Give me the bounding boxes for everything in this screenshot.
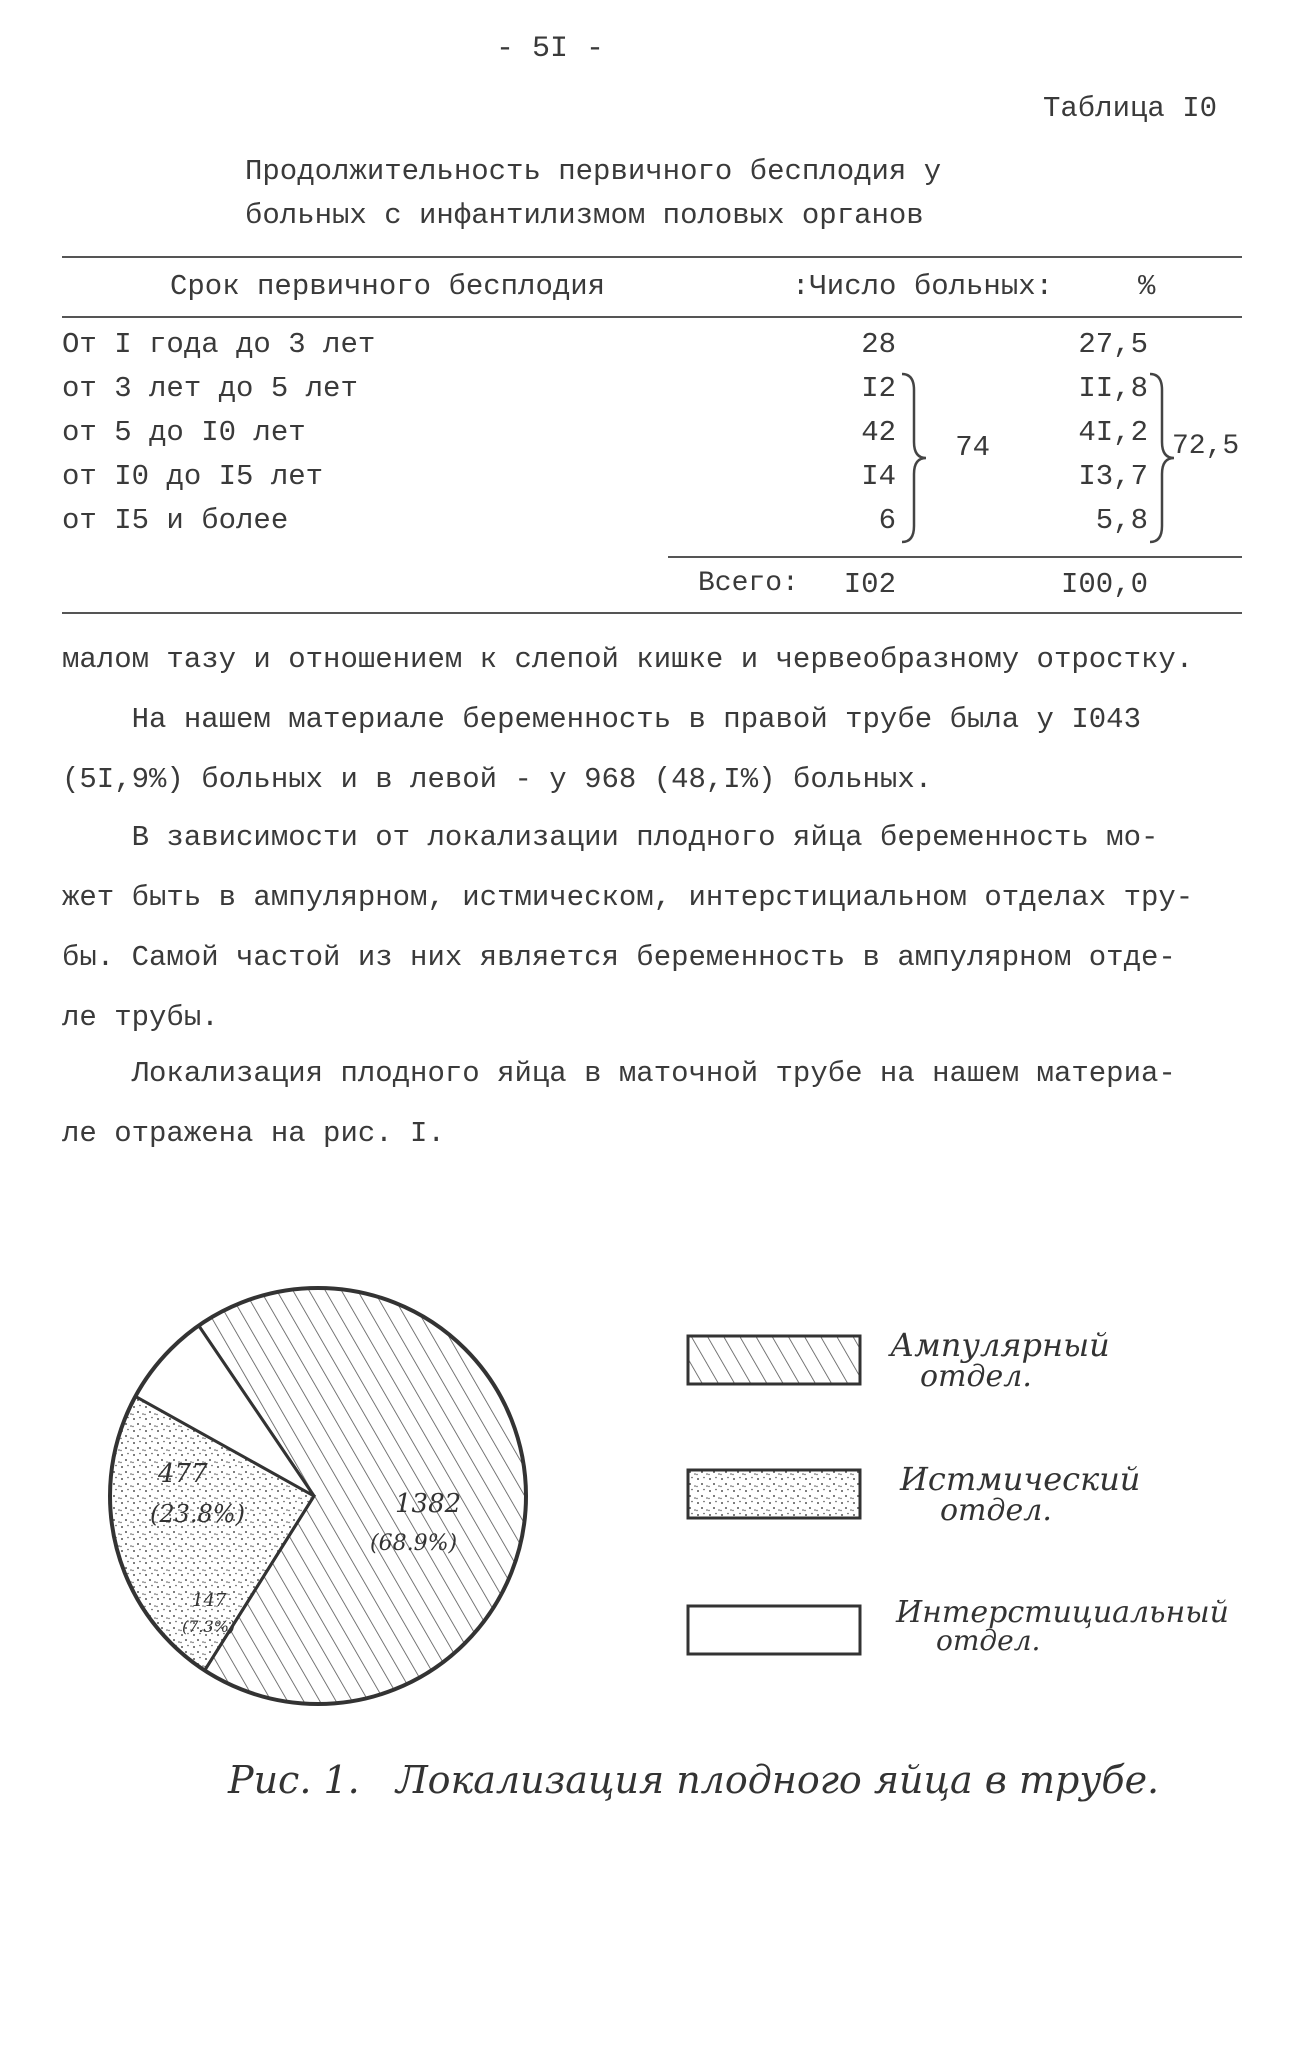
- text-line: Локализация плодного яйца в маточной трубе на нашем материа-: [62, 1057, 1176, 1090]
- figure-caption: Рис. 1. Локализация плодного яйца в трубе.: [228, 1758, 1160, 1802]
- table-total-rule: [668, 556, 1242, 558]
- percent-group-total: 72,5: [1172, 431, 1240, 462]
- ampullary-value-label: 1382: [395, 1489, 462, 1519]
- ampullary-percent-label: (68.9%): [370, 1531, 458, 1556]
- header-percent: %: [1138, 270, 1156, 303]
- row-count: I2: [861, 372, 896, 405]
- legend-interstitial: [688, 1595, 1229, 1657]
- row-period: от 3 лет до 5 лет: [62, 372, 358, 405]
- legend-ampullary-line2: отдел.: [920, 1359, 1032, 1394]
- count-group-total: 74: [955, 431, 990, 464]
- row-period: от I0 до I5 лет: [62, 460, 324, 493]
- legend-ampullary: [688, 1326, 1110, 1394]
- legend-isthmic-line1: Истмический: [900, 1460, 1141, 1498]
- text-line: ле трубы.: [62, 1001, 219, 1034]
- legend-ampullary-line1: Ампулярный: [890, 1326, 1110, 1364]
- row-period: От I года до 3 лет: [62, 328, 376, 361]
- interstitial-percent-label: (7.3%): [182, 1617, 236, 1636]
- legend-isthmic-line2: отдел.: [940, 1493, 1052, 1528]
- text-line: В зависимости от локализации плодного яйца беременность мо-: [62, 821, 1159, 854]
- row-percent: 5,8: [1095, 504, 1148, 537]
- table-caption-line2: больных с инфантилизмом половых органов: [245, 199, 924, 232]
- paragraph-1: [62, 630, 1242, 690]
- pie: [110, 1288, 526, 1704]
- row-period: от 5 до I0 лет: [62, 416, 306, 449]
- paragraph-3: [62, 808, 1242, 1048]
- total-label: Всего:: [698, 568, 799, 599]
- text-line: жет быть в ампулярном, истмическом, интерстициальном отделах тру-: [62, 881, 1194, 914]
- row-period: от I5 и более: [62, 504, 289, 537]
- header-count: :Число больных:: [792, 270, 1054, 303]
- interstitial-value-label: 147: [192, 1590, 227, 1611]
- table-number: Таблица I0: [1042, 92, 1217, 125]
- isthmic-percent-label: (23.8%): [150, 1500, 245, 1528]
- row-count: I4: [861, 460, 896, 493]
- row-count: 42: [861, 416, 896, 449]
- table-top-rule: [62, 256, 1242, 258]
- total-count: I02: [843, 568, 896, 601]
- table-caption: [245, 150, 941, 238]
- legend-swatch-hatch: [688, 1336, 860, 1384]
- text-line: малом тазу и отношением к слепой кишке и червеобразному отростку.: [62, 643, 1194, 676]
- row-percent: I3,7: [1078, 460, 1148, 493]
- isthmic-value-label: 477: [158, 1459, 208, 1489]
- row-count: 28: [861, 328, 896, 361]
- table-header-rule: [62, 316, 1242, 318]
- table-bottom-rule: [62, 612, 1242, 614]
- paragraph-4: [62, 1044, 1242, 1164]
- legend-swatch-blank: [688, 1606, 860, 1654]
- row-percent: II,8: [1078, 372, 1148, 405]
- table-caption-line1: Продолжительность первичного бесплодия у: [245, 155, 942, 188]
- legend-interstitial-line1: Интерстициальный: [896, 1595, 1229, 1630]
- total-percent: I00,0: [1060, 568, 1148, 601]
- legend-isthmic: [688, 1460, 1140, 1528]
- text-line: бы. Самой частой из них является беременность в ампулярном отде-: [62, 941, 1176, 974]
- page-number: - 5I -: [496, 32, 605, 66]
- header-period: Срок первичного бесплодия: [170, 270, 606, 303]
- figure-pie-chart: [0, 1260, 1303, 1740]
- text-line: ле отражена на рис. I.: [62, 1117, 445, 1150]
- row-percent: 27,5: [1078, 328, 1148, 361]
- text-line: На нашем материале беременность в правой трубе была у I043: [62, 703, 1141, 736]
- text-line: (5I,9%) больных и в левой - у 968 (48,I%) больных.: [62, 763, 933, 796]
- legend-interstitial-line2: отдел.: [936, 1624, 1041, 1657]
- row-count: 6: [878, 504, 896, 537]
- paragraph-2: [62, 690, 1242, 810]
- legend-swatch-stipple: [688, 1470, 860, 1518]
- row-percent: 4I,2: [1078, 416, 1148, 449]
